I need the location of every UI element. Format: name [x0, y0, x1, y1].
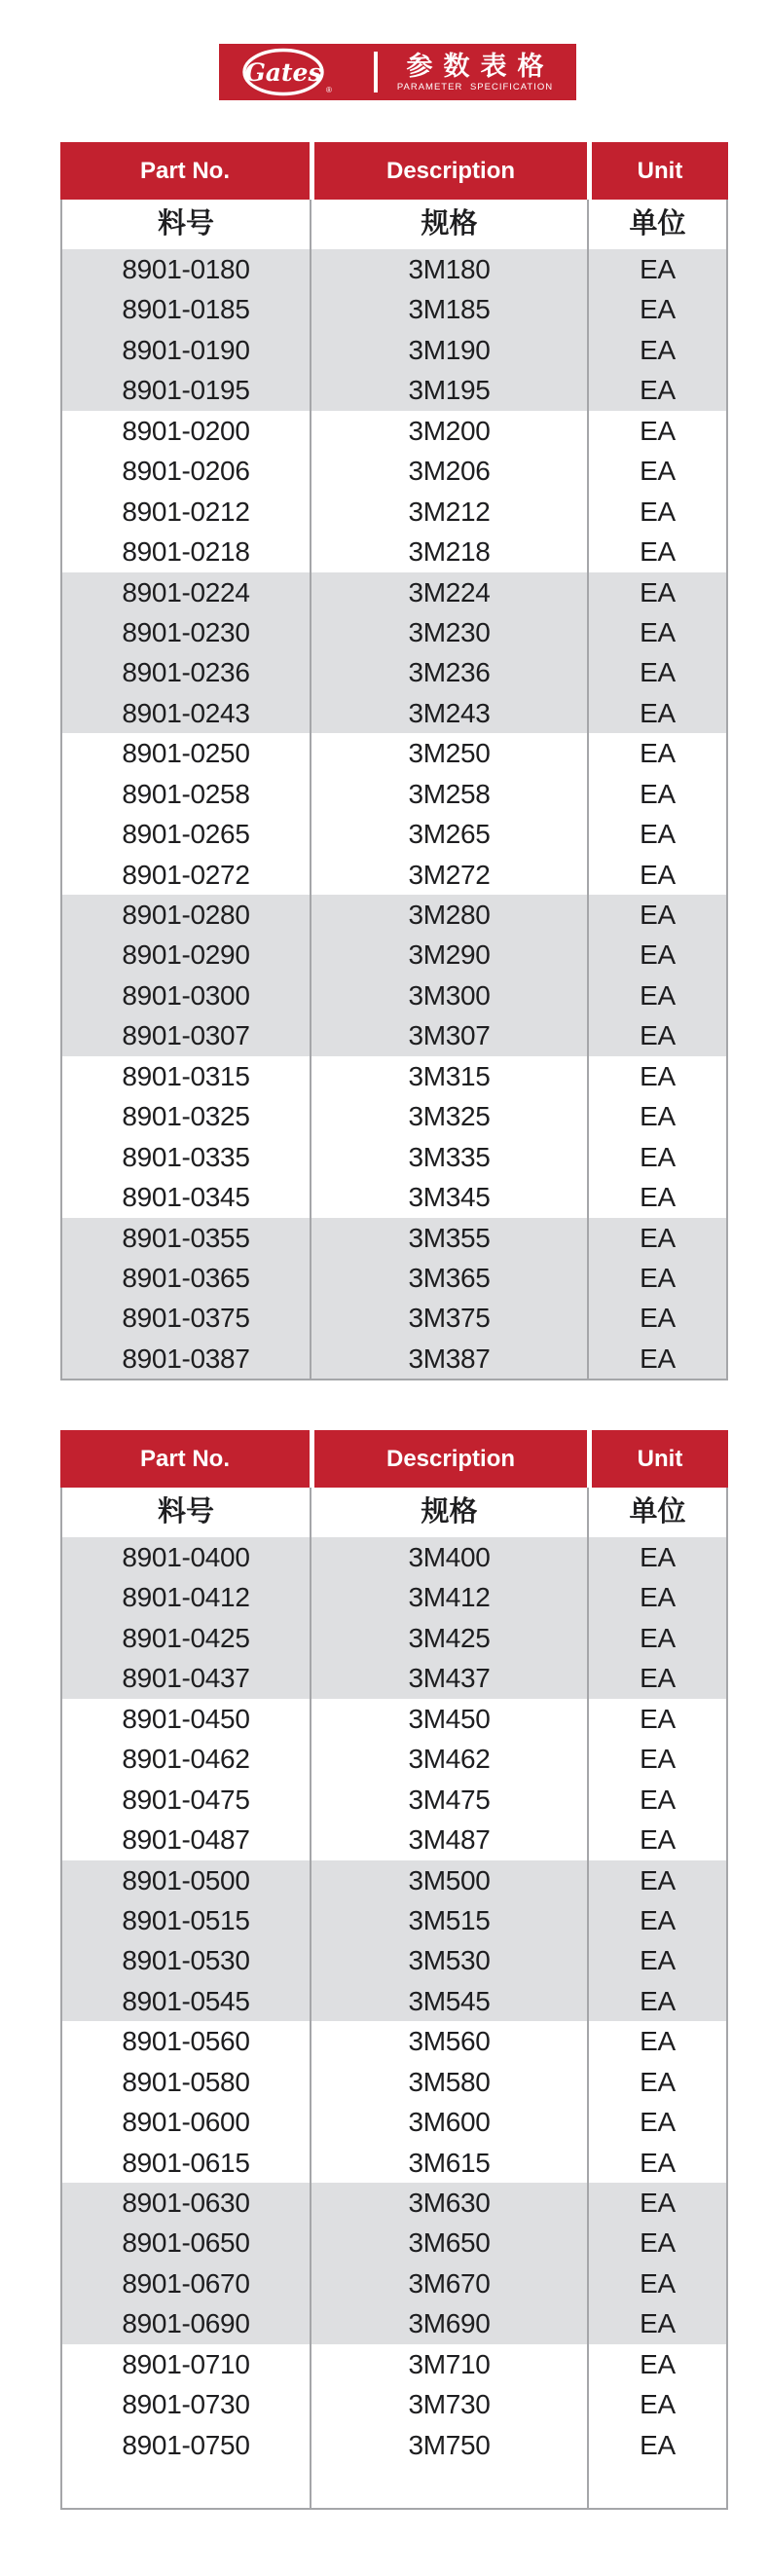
part-no-cell: 8901-0355	[122, 1222, 250, 1253]
subheader-unit-cn: 单位	[587, 200, 726, 249]
brand-banner	[219, 44, 576, 100]
unit-cell: EA	[587, 693, 726, 733]
unit-cell: EA	[587, 1940, 726, 1980]
unit-cell: EA	[587, 652, 726, 692]
table-row	[62, 2384, 726, 2424]
part-no-cell: 8901-0300	[122, 979, 250, 1011]
unit-cell: EA	[587, 1658, 726, 1698]
table-row	[62, 693, 726, 733]
table-row	[62, 1258, 726, 1298]
table-row	[62, 249, 726, 289]
unit-cell: EA	[587, 2183, 726, 2223]
table-row	[62, 1618, 726, 1658]
unit-cell: EA	[587, 1780, 726, 1820]
table-row	[62, 411, 726, 451]
table-row	[62, 1577, 726, 1617]
unit-cell: EA	[587, 2303, 726, 2343]
subheader-part-no-cn: 料号	[157, 208, 214, 239]
subheader-part-no-cn: 料号	[157, 1496, 214, 1527]
part-no-cell: 8901-0218	[122, 536, 250, 568]
unit-cell: EA	[587, 2384, 726, 2424]
unit-cell: EA	[587, 289, 726, 329]
unit-cell: EA	[587, 1981, 726, 2021]
description-cell: 3M710	[310, 2344, 587, 2384]
description-cell: 3M387	[310, 1339, 587, 1379]
description-cell: 3M265	[310, 814, 587, 854]
table-row	[62, 855, 726, 895]
unit-cell: EA	[587, 572, 726, 612]
description-cell: 3M345	[310, 1177, 587, 1217]
unit-cell: EA	[587, 935, 726, 975]
table-row	[62, 1658, 726, 1698]
table-row	[62, 895, 726, 935]
table-row	[62, 1015, 726, 1055]
column-header-description: Description	[310, 1430, 587, 1488]
gates-logo	[240, 48, 338, 96]
table-row	[62, 652, 726, 692]
table-row	[62, 612, 726, 652]
part-no-cell: 8901-0190	[122, 334, 250, 365]
part-no-cell: 8901-0545	[122, 1985, 250, 2016]
part-no-cell: 8901-0500	[122, 1864, 250, 1895]
table-row	[62, 2021, 726, 2061]
subheader-description-cn: 规格	[310, 200, 587, 249]
column-header-unit: Unit	[587, 1430, 728, 1488]
part-no-cell: 8901-0462	[122, 1744, 250, 1775]
unit-cell: EA	[587, 855, 726, 895]
unit-cell: EA	[587, 814, 726, 854]
table-row	[62, 2183, 726, 2223]
part-no-cell: 8901-0265	[122, 819, 250, 850]
unit-cell: EA	[587, 2143, 726, 2183]
table-row	[62, 733, 726, 773]
part-no-cell: 8901-0206	[122, 456, 250, 487]
description-cell: 3M180	[310, 249, 587, 289]
unit-cell: EA	[587, 1015, 726, 1055]
unit-cell: EA	[587, 1096, 726, 1136]
part-no-cell: 8901-0630	[122, 2188, 250, 2218]
description-cell: 3M730	[310, 2384, 587, 2424]
part-no-cell: 8901-0600	[122, 2107, 250, 2138]
part-no-cell: 8901-0615	[122, 2147, 250, 2178]
description-cell: 3M300	[310, 975, 587, 1015]
part-no-cell: 8901-0650	[122, 2227, 250, 2259]
spec-table-1	[60, 142, 728, 1380]
table-row	[62, 1940, 726, 1980]
column-header-part-no: Part No.	[60, 142, 310, 200]
table-row	[62, 1177, 726, 1217]
part-no-cell: 8901-0475	[122, 1784, 250, 1815]
part-no-cell: 8901-0315	[122, 1060, 250, 1091]
description-cell: 3M250	[310, 733, 587, 773]
part-no-cell: 8901-0335	[122, 1141, 250, 1172]
gates-logo-text: Gates	[244, 58, 322, 87]
part-no-cell: 8901-0280	[122, 900, 250, 930]
table-empty-filler	[62, 2465, 726, 2508]
part-no-cell: 8901-0236	[122, 657, 250, 688]
unit-cell: EA	[587, 411, 726, 451]
subheader-description-cn: 规格	[310, 1488, 587, 1537]
table-row	[62, 1339, 726, 1379]
table-row	[62, 1820, 726, 1859]
description-cell: 3M690	[310, 2303, 587, 2343]
description-cell: 3M375	[310, 1298, 587, 1338]
description-cell: 3M307	[310, 1015, 587, 1055]
registered-mark: ®	[326, 86, 332, 94]
part-no-cell: 8901-0690	[122, 2308, 250, 2339]
table-row	[62, 774, 726, 814]
description-cell: 3M630	[310, 2183, 587, 2223]
unit-cell: EA	[587, 370, 726, 410]
description-cell: 3M530	[310, 1940, 587, 1980]
table-row	[62, 1537, 726, 1577]
unit-cell: EA	[587, 2344, 726, 2384]
table-rows	[62, 1537, 726, 2465]
table-row	[62, 1981, 726, 2021]
description-cell: 3M412	[310, 1577, 587, 1617]
unit-cell: EA	[587, 774, 726, 814]
description-cell: 3M487	[310, 1820, 587, 1859]
unit-cell: EA	[587, 1860, 726, 1900]
part-no-cell: 8901-0365	[122, 1262, 250, 1293]
description-cell: 3M325	[310, 1096, 587, 1136]
unit-cell: EA	[587, 1577, 726, 1617]
subheader-unit-cn: 单位	[587, 1488, 726, 1537]
unit-cell: EA	[587, 1298, 726, 1338]
table-row	[62, 1056, 726, 1096]
table-row	[62, 492, 726, 532]
table-row	[62, 2303, 726, 2343]
table-row	[62, 370, 726, 410]
part-no-cell: 8901-0710	[122, 2348, 250, 2379]
description-cell: 3M212	[310, 492, 587, 532]
unit-cell: EA	[587, 733, 726, 773]
unit-cell: EA	[587, 1699, 726, 1739]
unit-cell: EA	[587, 1618, 726, 1658]
table-row	[62, 1218, 726, 1258]
part-no-cell: 8901-0412	[122, 1582, 250, 1613]
part-no-cell: 8901-0560	[122, 2026, 250, 2057]
part-no-cell: 8901-0730	[122, 2389, 250, 2420]
unit-cell: EA	[587, 1900, 726, 1940]
unit-cell: EA	[587, 1739, 726, 1779]
table-row	[62, 2223, 726, 2263]
table-header-row	[60, 1430, 728, 1488]
description-cell: 3M425	[310, 1618, 587, 1658]
table-row	[62, 1900, 726, 1940]
unit-cell: EA	[587, 2102, 726, 2142]
banner-divider	[374, 52, 378, 92]
table-row	[62, 330, 726, 370]
unit-cell: EA	[587, 330, 726, 370]
unit-cell: EA	[587, 895, 726, 935]
description-cell: 3M190	[310, 330, 587, 370]
unit-cell: EA	[587, 1258, 726, 1298]
description-cell: 3M462	[310, 1739, 587, 1779]
part-no-cell: 8901-0487	[122, 1824, 250, 1856]
unit-cell: EA	[587, 1537, 726, 1577]
description-cell: 3M290	[310, 935, 587, 975]
part-no-cell: 8901-0200	[122, 415, 250, 446]
table-row	[62, 2143, 726, 2183]
table-row	[62, 1780, 726, 1820]
unit-cell: EA	[587, 249, 726, 289]
description-cell: 3M580	[310, 2062, 587, 2102]
part-no-cell: 8901-0272	[122, 859, 250, 890]
table-row	[62, 289, 726, 329]
description-cell: 3M515	[310, 1900, 587, 1940]
table-row	[62, 814, 726, 854]
part-no-cell: 8901-0258	[122, 778, 250, 809]
unit-cell: EA	[587, 1218, 726, 1258]
description-cell: 3M218	[310, 532, 587, 571]
table-row	[62, 1860, 726, 1900]
table-row	[62, 935, 726, 975]
table-row	[62, 572, 726, 612]
unit-cell: EA	[587, 1339, 726, 1379]
description-cell: 3M315	[310, 1056, 587, 1096]
part-no-cell: 8901-0180	[122, 254, 250, 284]
table-row	[62, 1739, 726, 1779]
description-cell: 3M185	[310, 289, 587, 329]
part-no-cell: 8901-0345	[122, 1182, 250, 1213]
unit-cell: EA	[587, 975, 726, 1015]
table-subheader-row	[62, 200, 726, 249]
part-no-cell: 8901-0425	[122, 1622, 250, 1653]
description-cell: 3M560	[310, 2021, 587, 2061]
table-row	[62, 1298, 726, 1338]
part-no-cell: 8901-0750	[122, 2429, 250, 2460]
description-cell: 3M475	[310, 1780, 587, 1820]
description-cell: 3M335	[310, 1137, 587, 1177]
part-no-cell: 8901-0325	[122, 1101, 250, 1132]
part-no-cell: 8901-0185	[122, 294, 250, 325]
description-cell: 3M272	[310, 855, 587, 895]
table-row	[62, 975, 726, 1015]
part-no-cell: 8901-0230	[122, 616, 250, 647]
table-row	[62, 2062, 726, 2102]
unit-cell: EA	[587, 2062, 726, 2102]
column-header-description: Description	[310, 142, 587, 200]
table-row	[62, 2425, 726, 2465]
table-body	[60, 200, 728, 1380]
unit-cell: EA	[587, 2425, 726, 2465]
table-row	[62, 1137, 726, 1177]
table-body	[60, 1488, 728, 2510]
part-no-cell: 8901-0212	[122, 496, 250, 527]
part-no-cell: 8901-0387	[122, 1343, 250, 1374]
description-cell: 3M230	[310, 612, 587, 652]
description-cell: 3M206	[310, 451, 587, 491]
description-cell: 3M365	[310, 1258, 587, 1298]
part-no-cell: 8901-0224	[122, 576, 250, 607]
description-cell: 3M224	[310, 572, 587, 612]
table-row	[62, 532, 726, 571]
unit-cell: EA	[587, 2263, 726, 2303]
part-no-cell: 8901-0450	[122, 1703, 250, 1734]
description-cell: 3M545	[310, 1981, 587, 2021]
description-cell: 3M400	[310, 1537, 587, 1577]
description-cell: 3M600	[310, 2102, 587, 2142]
part-no-cell: 8901-0530	[122, 1945, 250, 1976]
part-no-cell: 8901-0375	[122, 1303, 250, 1334]
part-no-cell: 8901-0400	[122, 1542, 250, 1572]
description-cell: 3M200	[310, 411, 587, 451]
part-no-cell: 8901-0290	[122, 939, 250, 971]
description-cell: 3M650	[310, 2223, 587, 2263]
description-cell: 3M236	[310, 652, 587, 692]
table-row	[62, 451, 726, 491]
page-title-cn: 参数表格	[406, 51, 555, 81]
table-row	[62, 2102, 726, 2142]
part-no-cell: 8901-0307	[122, 1020, 250, 1051]
unit-cell: EA	[587, 2223, 726, 2263]
description-cell: 3M195	[310, 370, 587, 410]
unit-cell: EA	[587, 492, 726, 532]
part-no-cell: 8901-0670	[122, 2267, 250, 2299]
table-row	[62, 2263, 726, 2303]
page-title-en: PARAMETER SPECIFICATION	[396, 81, 554, 92]
description-cell: 3M670	[310, 2263, 587, 2303]
spec-table-2	[60, 1430, 728, 2510]
column-header-unit: Unit	[587, 142, 728, 200]
unit-cell: EA	[587, 532, 726, 571]
part-no-cell: 8901-0437	[122, 1663, 250, 1694]
description-cell: 3M355	[310, 1218, 587, 1258]
table-header-row	[60, 142, 728, 200]
table-row	[62, 2344, 726, 2384]
part-no-cell: 8901-0195	[122, 375, 250, 406]
description-cell: 3M258	[310, 774, 587, 814]
unit-cell: EA	[587, 2021, 726, 2061]
table-rows	[62, 249, 726, 1379]
description-cell: 3M500	[310, 1860, 587, 1900]
unit-cell: EA	[587, 612, 726, 652]
unit-cell: EA	[587, 1177, 726, 1217]
description-cell: 3M450	[310, 1699, 587, 1739]
table-row	[62, 1699, 726, 1739]
description-cell: 3M750	[310, 2425, 587, 2465]
part-no-cell: 8901-0580	[122, 2066, 250, 2097]
unit-cell: EA	[587, 451, 726, 491]
table-row	[62, 1096, 726, 1136]
part-no-cell: 8901-0515	[122, 1904, 250, 1935]
banner-titles	[386, 44, 564, 100]
column-header-part-no: Part No.	[60, 1430, 310, 1488]
part-no-cell: 8901-0243	[122, 697, 250, 728]
unit-cell: EA	[587, 1056, 726, 1096]
description-cell: 3M280	[310, 895, 587, 935]
part-no-cell: 8901-0250	[122, 738, 250, 769]
description-cell: 3M243	[310, 693, 587, 733]
table-subheader-row	[62, 1488, 726, 1537]
description-cell: 3M615	[310, 2143, 587, 2183]
unit-cell: EA	[587, 1137, 726, 1177]
description-cell: 3M437	[310, 1658, 587, 1698]
unit-cell: EA	[587, 1820, 726, 1859]
